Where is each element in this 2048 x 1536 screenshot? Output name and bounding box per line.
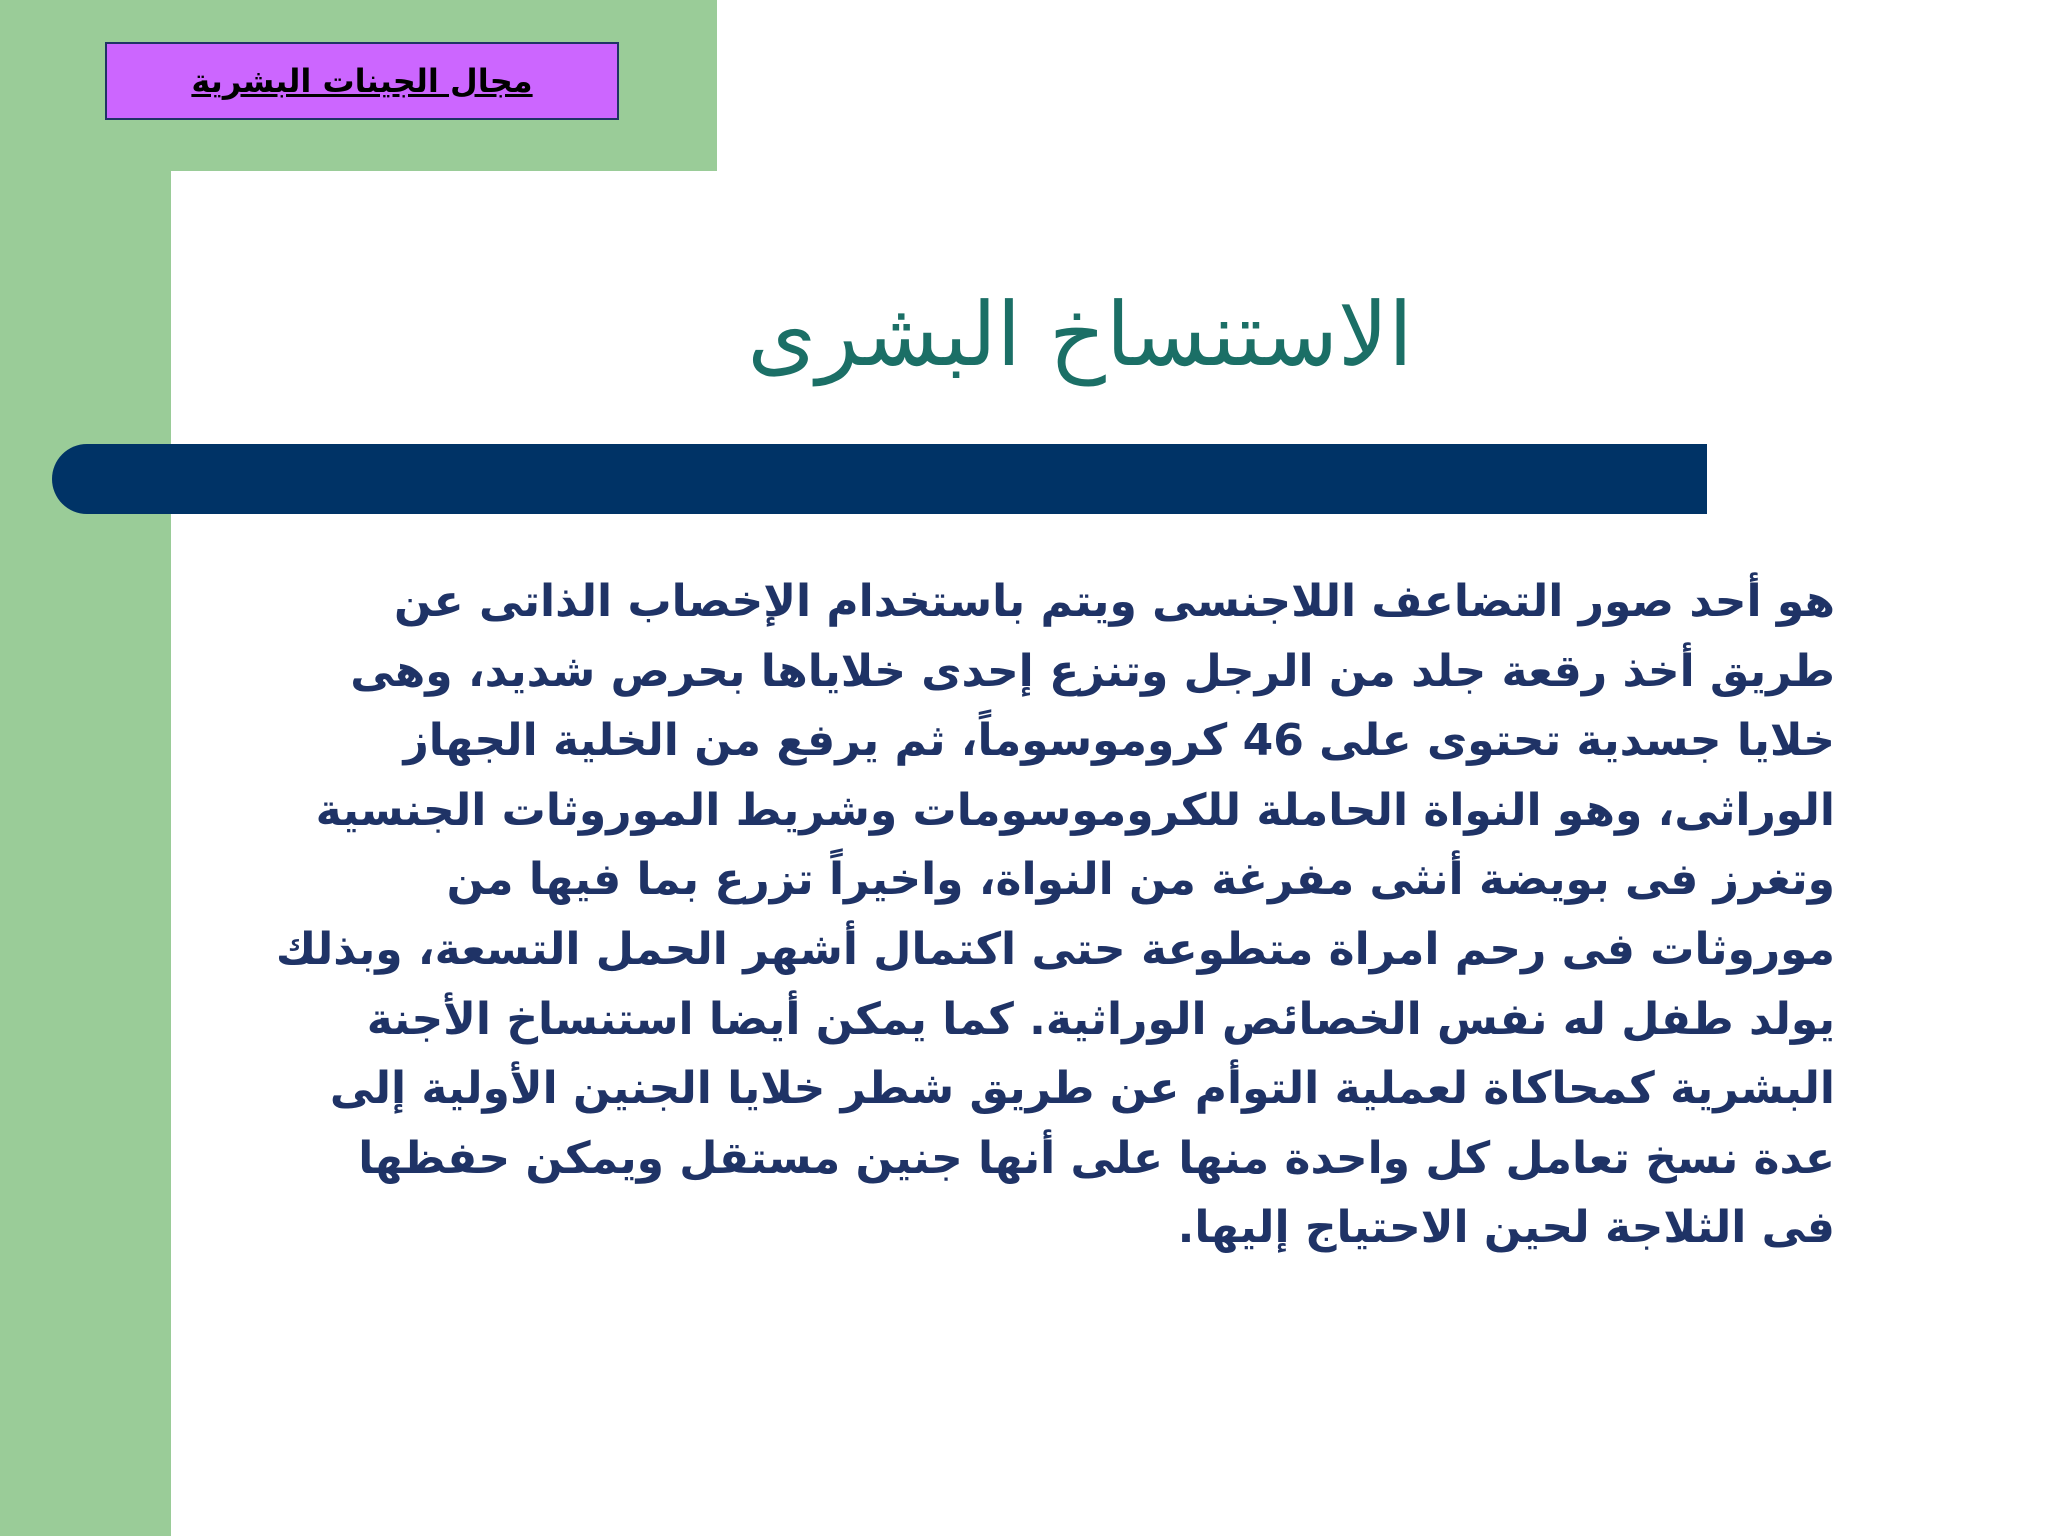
title-divider-bar	[52, 444, 1707, 514]
rounded-content-corner	[171, 171, 311, 311]
category-label-box	[105, 42, 619, 120]
green-side-band	[0, 0, 171, 1536]
slide-title: الاستنساخ البشرى	[747, 283, 1413, 386]
slide-body-paragraph: هو أحد صور التضاعف اللاجنسى ويتم باستخدام الإخصاب الذاتى عن طريق أخذ رقعة جلد من الرجل وتنزع إحدى خلاياها بحرص شديد، وهى خلايا جسدية تحتوى على 46 كروموسوماً، ثم يرفع من الخلية الجهاز الوراثى، وهو النواة الحاملة للكروموسومات وشريط الموروثات الجنسية وتغرز فى بويضة أنثى مفرغة من النواة، واخيراً تزرع بما فيها من موروثات فى رحم امراة متطوعة حتى اكتمال أشهر الحمل التسعة، وبذلك يولد طفل له نفس الخصائص الوراثية. كما يمكن أيضا استنساخ الأجنة البشرية كمحاكاة لعملية التوأم عن طريق شطر خلايا الجنين الأولية إلى عدة نسخ تعامل كل واحدة منها على أنها جنين مستقل ويمكن حفظها فى الثلاجة لحين الاحتياج إليها.	[275, 576, 1835, 1254]
category-label: مجال الجينات البشرية	[191, 62, 533, 100]
